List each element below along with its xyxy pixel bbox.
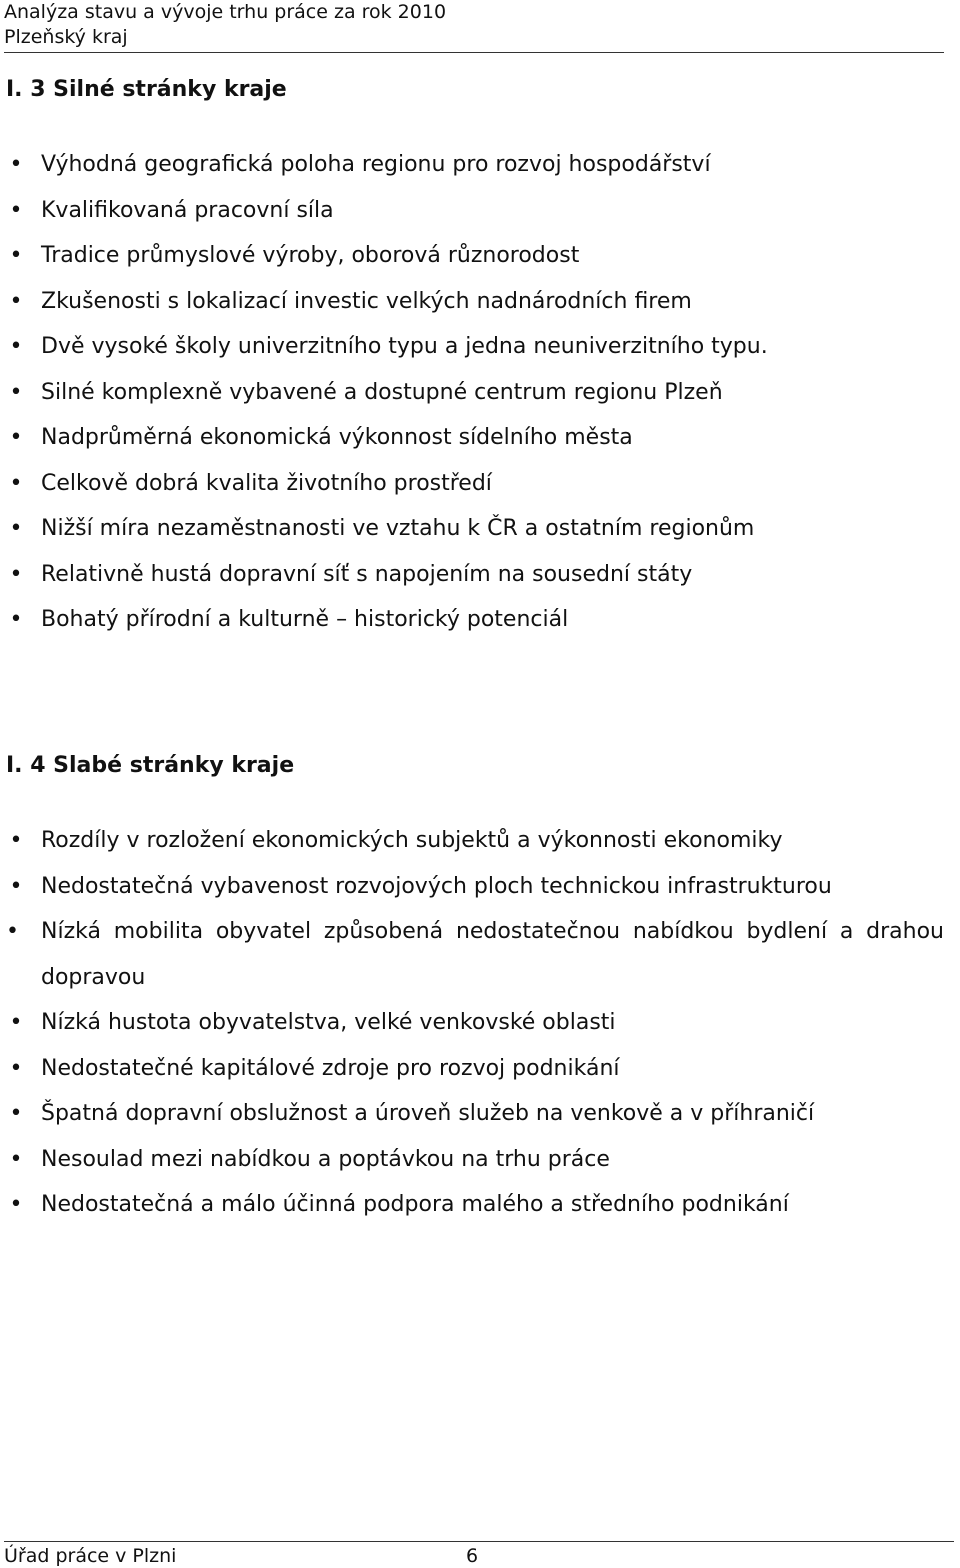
bullet-icon: • <box>9 873 23 899</box>
bullet-icon: • <box>9 288 23 314</box>
list-item-text: Tradice průmyslové výroby, oborová různorodost <box>41 243 580 268</box>
list-item <box>6 1182 944 1228</box>
list-item-text: Nedostatečná vybavenost rozvojových ploch technickou infrastrukturou <box>41 873 832 899</box>
bullet-icon: • <box>9 1010 23 1035</box>
bullet-icon: • <box>9 197 23 223</box>
list-item-text: Nedostatečné kapitálové zdroje pro rozvoj podnikání <box>41 1055 620 1081</box>
bullet-icon: • <box>9 516 23 541</box>
bullet-icon: • <box>9 425 23 450</box>
list-item-text: Zkušenosti s lokalizací investic velkých nadnárodních firem <box>41 288 692 314</box>
list-item-text: Celkově dobrá kvalita životního prostředí <box>41 470 492 496</box>
list-item-text: Nadprůměrná ekonomická výkonnost sídelního města <box>41 425 633 450</box>
bullet-icon: • <box>9 152 23 177</box>
list-item <box>6 1000 944 1046</box>
list-item-text: Nízká hustota obyvatelstva, velké venkovské oblasti <box>41 1010 616 1035</box>
bullet-icon: • <box>6 919 19 944</box>
bullet-icon: • <box>9 334 23 359</box>
list-item <box>6 370 944 416</box>
list-item-text: Rozdíly v rozložení ekonomických subjektů a výkonnosti ekonomiky <box>41 828 783 853</box>
bullet-icon: • <box>9 561 23 587</box>
weaknesses-section <box>6 752 944 1228</box>
list-item-text: Špatná dopravní obslužnost a úroveň služeb na venkově a v příhraničí <box>41 1101 815 1126</box>
page-footer <box>4 1541 954 1567</box>
list-item <box>6 1137 944 1183</box>
list-item-text: Bohatý přírodní a kulturně – historický potenciál <box>41 607 569 632</box>
strengths-section <box>6 76 944 643</box>
list-item-text: Výhodná geografická poloha regionu pro rozvoj hospodářství <box>41 152 711 177</box>
list-item <box>6 279 944 325</box>
list-item <box>6 909 944 1000</box>
list-item <box>6 1091 944 1137</box>
list-item-text: Relativně hustá dopravní síť s napojením na sousední státy <box>41 561 693 587</box>
bullet-icon: • <box>9 470 23 496</box>
list-item <box>6 1046 944 1092</box>
list-item <box>6 324 944 370</box>
weaknesses-list <box>6 818 944 1228</box>
list-item-text: Dvě vysoké školy univerzitního typu a jedna neuniverzitního typu. <box>41 334 768 359</box>
bullet-icon: • <box>9 1055 23 1081</box>
list-item <box>6 864 944 910</box>
bullet-icon: • <box>9 607 23 632</box>
strengths-heading: I. 3 Silné stránky kraje <box>6 77 287 102</box>
list-item <box>6 818 944 864</box>
bullet-icon: • <box>9 243 23 268</box>
list-item-text: Nesoulad mezi nabídkou a poptávkou na trhu práce <box>41 1146 610 1172</box>
list-item-text: Kvalifikovaná pracovní síla <box>41 197 334 223</box>
list-item <box>6 506 944 552</box>
list-item-text: Nižší míra nezaměstnanosti ve vztahu k ČR a ostatním regionům <box>41 516 755 541</box>
bullet-icon: • <box>9 1146 23 1172</box>
bullet-icon: • <box>9 1101 23 1126</box>
list-item-text: Nedostatečná a málo účinná podpora malého a středního podnikání <box>41 1192 789 1217</box>
document-subtitle: Plzeňský kraj <box>4 26 128 48</box>
bullet-icon: • <box>9 379 23 405</box>
list-item-text: Silné komplexně vybavené a dostupné centrum regionu Plzeň <box>41 379 723 405</box>
strengths-list <box>6 142 944 643</box>
list-item <box>6 142 944 188</box>
list-item <box>6 461 944 507</box>
list-item <box>6 233 944 279</box>
list-item <box>6 415 944 461</box>
list-item <box>6 188 944 234</box>
page-number: 6 <box>466 1545 479 1567</box>
list-item <box>6 597 944 643</box>
page-header <box>4 0 944 53</box>
footer-office: Úřad práce v Plzni <box>4 1545 177 1567</box>
list-item-text: Nízká mobilita obyvatel způsobená nedostatečnou nabídkou bydlení a drahou dopravou <box>41 919 944 990</box>
list-item <box>6 552 944 598</box>
weaknesses-heading: I. 4 Slabé stránky kraje <box>6 753 295 778</box>
document-title: Analýza stavu a vývoje trhu práce za rok 2010 <box>4 1 447 23</box>
bullet-icon: • <box>9 828 23 853</box>
bullet-icon: • <box>9 1192 23 1217</box>
